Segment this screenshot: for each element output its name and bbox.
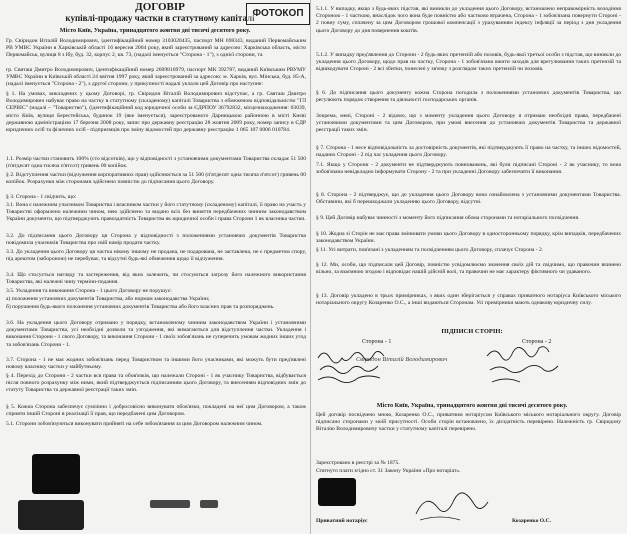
redaction-block	[32, 454, 80, 494]
notary-name: Козаренко О.С.	[512, 518, 551, 524]
section-3-heading: § 3. Сторона - 1 свідчить, що:	[6, 194, 77, 200]
document-title: ДОГОВІР	[135, 1, 185, 13]
signatures-heading: ПІДПИСИ СТОРІН:	[441, 328, 503, 335]
party-1-paragraph: Гр. Свіридон Віталій Володимирович, ідентифікаційний номер 3103020435, паспорт МН 698343, виданий Первомайським РВ УМВС України в Харківській області 16 вересня 2004 року, який зареєстрований за адресою: Харківська область, місто Первомайськ, вулиця 8 з Ібу, буд. 32, корпус 2, кв. 73, (надалі іменується "Сторона - 1"), з однієї сторони, та	[6, 38, 306, 59]
handwritten-name-1: Свіридон Віталій Володимирович	[356, 356, 448, 363]
notary-signature	[412, 490, 492, 524]
redaction-block	[318, 478, 356, 506]
section-9-paragraph: § 9. Цей Договір набуває чинності з моменту його підписання обома сторонами та нотаріального посвідчення.	[316, 215, 580, 221]
clause-3-6: 3.6. На укладення цього Договору отримано у порядку, встановленому чинним законодавством України і установчими документами Товариства, усі необхідні дозволи та узгодження, які вимагаються для відступлення частки. Укладення і виконання Сторони - 1 свого Договору, та виконання Сторони - 1 своїх зобов'язань не суперечить умовам жодних інших угод та зобов'язань Сторони - 1.	[6, 320, 306, 348]
section-12-paragraph: § 12. Ми, особи, що підписали цей Договір, повністю усвідомлюємо значення своїх дій та свідчимо, що правочин вчинено вільно, за взаємною згодою і відповідає нашій дійсній волі, та правочин не має характеру фіктивного чи удаваного.	[316, 262, 621, 276]
clause-3-1: 3.1. Вона є належним учасником Товариства і власником частки у його статутному (складеному) капіталі, її право на участь у Товаристві оформлено належним чином, нею здійснено та видано всіх без виняття передбачених чинним законодавством України документи, що підтверджують правоздатність Товариства як юридичної особи і права Сторони 1 як власника частки.	[6, 202, 306, 223]
notary-role: Приватний нотаріус	[316, 518, 368, 524]
clause-3-4: 3.4. Що стосується нагляду та застереження, від яких залежить, чи стосуються загрозу його належного використання Товариства, які належні чину терміни-подання.	[6, 272, 306, 286]
signature-1-line3	[318, 376, 380, 383]
clause-3-5: 3.5. Укладення та виконання Сторона - 1 цього Договору не порушує:	[6, 288, 172, 294]
clause-5-1-1: 5.1.1. У випадку, якщо з будь-яких підстав, які виникли до укладення цього Договору, встановлено неправомірність володіння Стороною - 1 часткою, внаслідок чого вона буде повністю або частково втрачена, Сторона - 1 зобов'язана повернути Стороні - 2 повну суму, сплачену за цим Договором грошової компенсації з урахуванням індексу інфляції за період з дня укладення цього Договору до дня повернення коштів.	[316, 6, 621, 34]
section-2-paragraph: § 2. Відступлення частки (відчуження корпоративних прав) здійснюється за 51 500 (п'ятдесят одна тисяча п'ятсот) гривень 00 копійок. Розрахунки між сторонами здійснено повністю до підписання цього Договору.	[6, 172, 306, 186]
city-date-line: Місто Київ, Україна, тринадцятого жовтня дві тисячі десятого року.	[59, 27, 251, 34]
clause-5-1: 5.1. Сторони зобов'язуються виконувати прийняті на себе зобов'язання за цим Договором належним чином.	[6, 421, 263, 427]
section-8-paragraph: § 8. Сторона - 2 підтверджує, що до укладення цього Договору вона ознайомлена з установчими документами Товариства. Обставини, які б перешкоджали укладенню цього Договору, відсутні.	[316, 192, 621, 206]
section-13-paragraph: § 13. Договір укладено в трьох примірниках, з яких один зберігається у справах приватного нотаріуса Київського міського нотаріального округу Козаренко О.С., а інші видаються Сторонам. Усі примірники мають однакову юридичну силу.	[316, 293, 621, 307]
notary-fee: Стягнуто плати згідно ст. 31 Закону України «Про нотаріат».	[316, 468, 461, 474]
signature-scribbles	[312, 344, 627, 386]
clause-3-5-b: б) порушення будь-якого положення установчих документів Товариства або його власних прав та розпоряджень.	[6, 304, 275, 310]
clause-3-2: 3.2. До підписання цього Договору ця Сторона у відповідності з положеннями установчих документів Товариства повідомила учасників Товариства про свій намір продати частку.	[6, 233, 306, 247]
party-1-label: Сторона - 1	[362, 339, 392, 345]
right-page	[312, 0, 627, 534]
document-subtitle: купівлі-продажу частки в статутному капіталі	[65, 13, 255, 23]
photocopy-stamp: ФОТОКОП	[246, 3, 310, 25]
section-10-paragraph: § 10. Жодна зі Сторін не має права змінювати умови цього Договору в односторонньому порядку, крім випадків, передбачених законодавством України.	[316, 231, 621, 245]
party-2-label: Сторона - 2	[522, 339, 552, 345]
section-6-note: Зокрема, мені, Стороні - 2 відомо, що з моменту укладення цього Договору я отримаю необхідні права, передбачені установчими документами та цим Договором, при умові внесення до установчих документів Товариства та державної реєстрації таких змін.	[316, 113, 621, 134]
signature-2-line1	[487, 347, 549, 361]
clause-3-5-a: а) положення установчих документів Товариства, або нормам законодавства України;	[6, 296, 210, 302]
left-page	[0, 0, 311, 534]
clause-7-1: 7.1. Якщо у Сторони - 2 документи не підтверджують повноважень, які були підписані Стороні - 2 як учаснику, то вона зобов'язана невідкладно інформувати Сторону - 2 та при укладенні Договору забезпечити її виконання.	[316, 162, 621, 176]
notary-register: Зареєстровано в реєстрі за № 1875.	[316, 460, 400, 466]
section-7-paragraph: § 7. Сторона - 1 несе відповідальність за достовірність документів, які підтверджують її право на частку, та інших відомостей, наданих Стороні - 2 під час укладення цього Договору.	[316, 145, 621, 159]
clause-1-1: 1.1. Розмір частки становить 100% (сто відсотків), що у відповідності з установчими документами Товариства складає 51 500 (п'ятдесят одна тисяча п'ятсот) гривень 00 копійок.	[6, 156, 306, 170]
notary-certification: Цей договір посвідчено мною, Козаренко О.С., приватним нотаріусом Київського міського нотаріального округу. Договір підписано сторонами у моїй присутності. Особи сторін встановлено, їх дієздатність перевірено. Належність гр. Свіридону Віталію Володимировичу частки у статутному капіталі перевірено.	[316, 412, 621, 433]
signature-2-line2	[490, 365, 558, 372]
notary-city-date: Місто Київ, Україна, тринадцятого жовтня дві тисячі десятого року.	[376, 402, 568, 409]
redaction-block	[18, 500, 84, 530]
section-1-paragraph: § 1. На умовах, викладених у цьому Договорі, гр. Свіридон Віталій Володимирович відступає, а гр. Святаш Дмитро Володимирович набуває право на частку в статутному (складеному) капіталі Товариства з обмеженою відповідальністю "ГЛ СЕРВІС" (надалі – "Товариство"), (ідентифікаційний код юридичної особи за ЄДРПОУ 36792832, місцезнаходження: 03039, місто Київ, вулиця Берестейська, будинок 19 (яке іменується), зареєстрованого Дарницькою районною в місті Києві державною адміністрацією 17 березня 2008 року, запис про державну реєстрацію 28 жовтня 2009 року, номер запису в ЄДР юридичних осіб та фізичних осіб - підприємців про зміну відомостей про державну реєстрацію 1 065 107 0006 010784.	[6, 91, 306, 134]
section-4-paragraph: § 4. Перехід до Сторони - 2 частки вся права та обов'язків, що належали Стороні - 1 як учаснику Товариства, відбувається після повного розрахунку між ними, який підтверджується підписанням цього Договору, та внесенням відповідних змін до статуту Товариства та державної реєстрації таких змін.	[6, 373, 306, 394]
redaction-block	[150, 500, 190, 508]
section-5-paragraph: § 5. Кожна Сторона забезпечує сумлінно і добросовісно виконувати обов'язки, покладені на неї цим Договором, а також сприяти іншій Стороні в реалізації її прав, що передбачені цим Договором.	[6, 404, 306, 418]
signature-1-line2	[320, 366, 378, 374]
clause-3-7: 3.7. Сторона - 1 не має жодних зобов'язань перед Товариством та іншими його учасниками, які можуть бути пред'явлені новому власнику частки у майбутньому.	[6, 357, 306, 371]
clause-3-3: 3.3. До укладення цього Договору ця частка нікому іншому не продана, не подарована, не заставлена, не є предметом спору, під арештом (забороною) не перебуває, та відсутні будь-які обмеження щодо її відчуження.	[6, 249, 306, 263]
redaction-block	[200, 500, 218, 508]
section-6-paragraph: § 6. До підписання цього документу кожна Сторона погодила з положеннями установчих документів Товариства, що регулюють порядок створення та діяльності господарських органів.	[316, 90, 621, 104]
clause-5-1-2: 5.1.2. У випадку пред'явлення до Сторони - 2 будь-яких претензій або позовів, будь-якої третьої особи з підстав, що виникли до укладення цього Договору, щодо прав на частку, Сторона - 1 зобов'язана вжити заходів для врегулювання таких претензій та відшкодувати Стороні - 2 всі збитки, понесені у зв'язку з розглядом таких претензій чи позовів.	[316, 52, 621, 73]
section-11-paragraph: § 11. Усі витрати, пов'язані з укладенням та посвідченням цього Договору, сплачує Сторона - 2.	[316, 247, 544, 253]
signature-2-line3	[492, 379, 520, 382]
party-2-paragraph: гр. Святаш Дмитро Володимирович, ідентифікаційний номер 2609816979, паспорт МК 392787, виданий Київським РВУМУ УМВС України в Київській області 24 квітня 1997 року, який зареєстрований за адресою: м. Харків, вул. Мінська, буд. 85-А, (надалі іменується "Сторона - 2"), з другої сторони, у прикупності надалі уклали цей Договір про наступне:	[6, 67, 306, 88]
